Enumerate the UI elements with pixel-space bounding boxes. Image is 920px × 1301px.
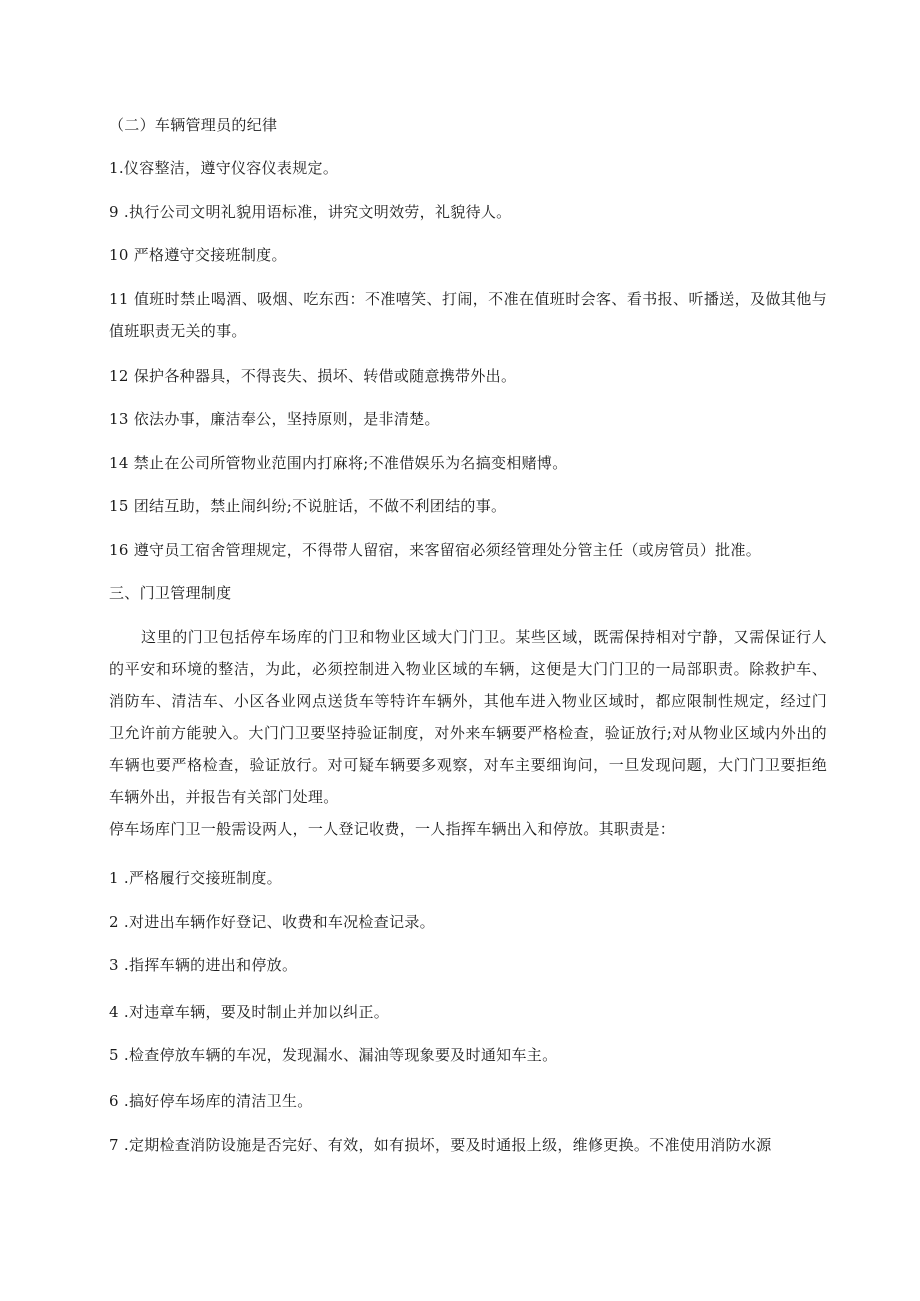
body-paragraph: 这里的门卫包括停车场库的门卫和物业区域大门门卫。某些区域，既需保持相对宁静，又需保证行人的平安和环境的整洁，为此，必须控制进入物业区域的车辆，这便是大门门卫的一局部职责。除救护车、消防车、清洁车、小区各业网点送货车等特许车辆外，其他车进入物业区域时，都应限制性规定，经过门卫允许前方能驶入。大门门卫要坚持验证制度，对外来车辆要严格检查，验证放行;对从物业区域内外出的车辆也要严格检查，验证放行。对可疑车辆要多观察，对车主要细询问，一旦发现问题，大门门卫要拒绝车辆外出，并报告有关部门处理。 bbox=[109, 628, 827, 806]
list-item: 5 .检查停放车辆的车况，发现漏水、漏油等现象要及时通知车主。 bbox=[109, 1046, 558, 1064]
body-paragraph: 停车场库门卫一般需设两人，一人登记收费，一人指挥车辆出入和停放。其职责是： bbox=[109, 820, 676, 838]
section-heading-gate: 三、门卫管理制度 bbox=[109, 584, 232, 602]
list-item: 2 .对进出车辆作好登记、收费和车况检查记录。 bbox=[109, 913, 435, 931]
list-item: 15 团结互助，禁止闹纠纷;不说脏话，不做不利团结的事。 bbox=[109, 497, 507, 515]
section-heading-discipline: （二）车辆管理员的纪律 bbox=[109, 116, 278, 134]
list-item: 7 .定期检查消防设施是否完好、有效，如有损坏，要及时通报上级，维修更换。不准使用消防水源 bbox=[109, 1136, 772, 1154]
list-item: 3 .指挥车辆的进出和停放。 bbox=[109, 956, 298, 974]
list-item: 1.仪容整洁，遵守仪容仪表规定。 bbox=[109, 159, 339, 177]
list-item: 9 .执行公司文明礼貌用语标准，讲究文明效劳，礼貌待人。 bbox=[109, 203, 512, 221]
list-item: 1 .严格履行交接班制度。 bbox=[109, 869, 282, 887]
list-item: 12 保护各种器具，不得丧失、损坏、转借或随意携带外出。 bbox=[109, 367, 517, 385]
list-item: 10 严格遵守交接班制度。 bbox=[109, 246, 287, 264]
list-item: 4 .对违章车辆，要及时制止并加以纠正。 bbox=[109, 1003, 390, 1021]
list-item: 16 遵守员工宿舍管理规定，不得带人留宿，来客留宿必须经管理处分管主任（或房管员）批准。 bbox=[109, 541, 762, 559]
list-item: 6 .搞好停车场库的清洁卫生。 bbox=[109, 1092, 313, 1110]
list-item: 14 禁止在公司所管物业范围内打麻将;不准借娱乐为名搞变相赌博。 bbox=[109, 454, 568, 472]
list-item: 13 依法办事，廉洁奉公，坚持原则，是非清楚。 bbox=[109, 410, 440, 428]
list-item: 11 值班时禁止喝酒、吸烟、吃东西：不准嘻笑、打闹，不准在值班时会客、看书报、听播送，及做其他与值班职责无关的事。 bbox=[109, 290, 827, 340]
